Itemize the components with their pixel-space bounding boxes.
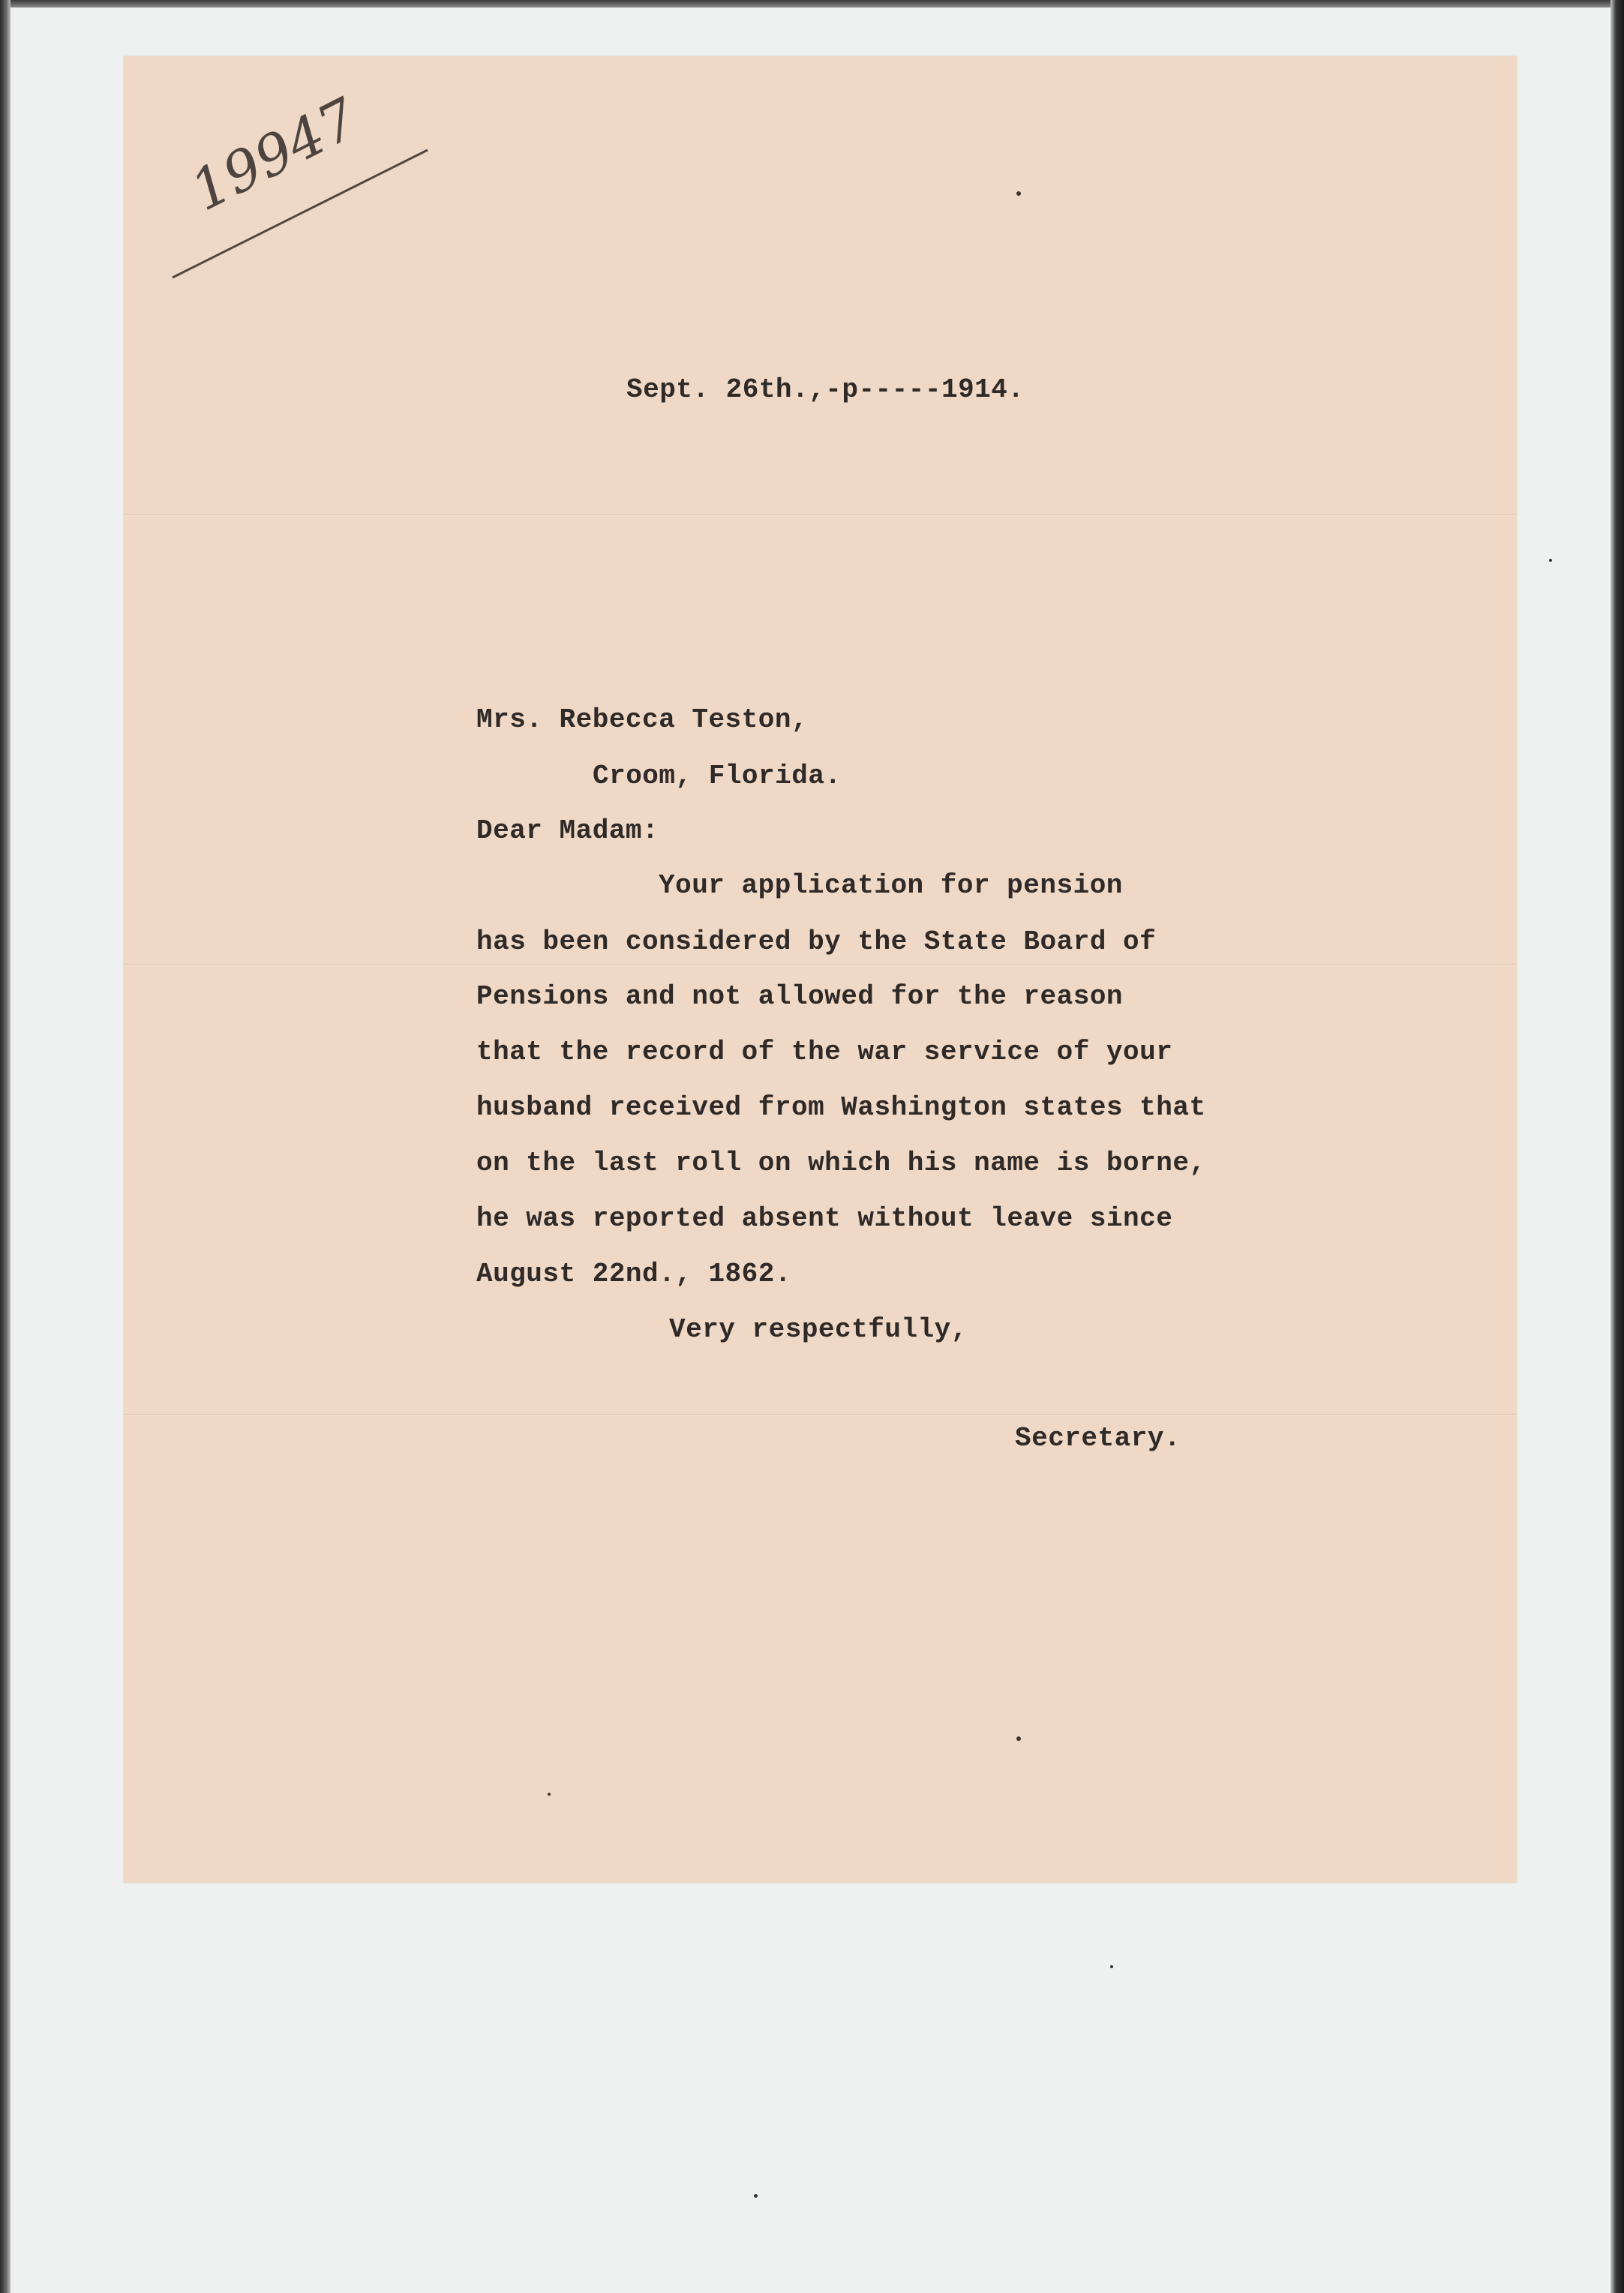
body-line: Your application for pension <box>659 870 1123 901</box>
closing: Very respectfully, <box>669 1314 968 1345</box>
paper-fold-line <box>124 514 1517 516</box>
scan-speck <box>1110 1965 1113 1968</box>
body-line: husband received from Washington states that <box>476 1092 1206 1123</box>
paper-fold-line <box>124 964 1517 966</box>
signature-title: Secretary. <box>1015 1423 1181 1454</box>
scan-speck <box>754 2194 758 2198</box>
paper-speck <box>1016 191 1021 196</box>
body-line: has been considered by the State Board of <box>476 926 1157 957</box>
salutation: Dear Madam: <box>476 815 659 846</box>
handwritten-file-number <box>180 86 375 224</box>
letter-date: Sept. 26th.,-p-----1914. <box>626 374 1025 405</box>
body-line: he was reported absent without leave since <box>476 1203 1173 1234</box>
letter-paper <box>124 56 1517 1883</box>
scanner-left-edge <box>0 0 11 2293</box>
recipient-place: Croom, Florida. <box>593 761 842 791</box>
scanner-right-edge <box>1610 0 1624 2293</box>
handwritten-number-text: 19947 <box>181 86 368 224</box>
body-line: August 22nd., 1862. <box>476 1259 791 1289</box>
body-line: that the record of the war service of your <box>476 1037 1173 1067</box>
scan-speck <box>1549 559 1552 562</box>
recipient-name: Mrs. Rebecca Teston, <box>476 704 809 735</box>
paper-fold-line <box>124 1414 1517 1416</box>
paper-speck <box>1016 1736 1021 1741</box>
paper-speck <box>548 1793 551 1796</box>
body-line: on the last roll on which his name is borne, <box>476 1148 1206 1178</box>
body-line: Pensions and not allowed for the reason <box>476 981 1124 1012</box>
scanner-top-edge <box>0 0 1624 8</box>
